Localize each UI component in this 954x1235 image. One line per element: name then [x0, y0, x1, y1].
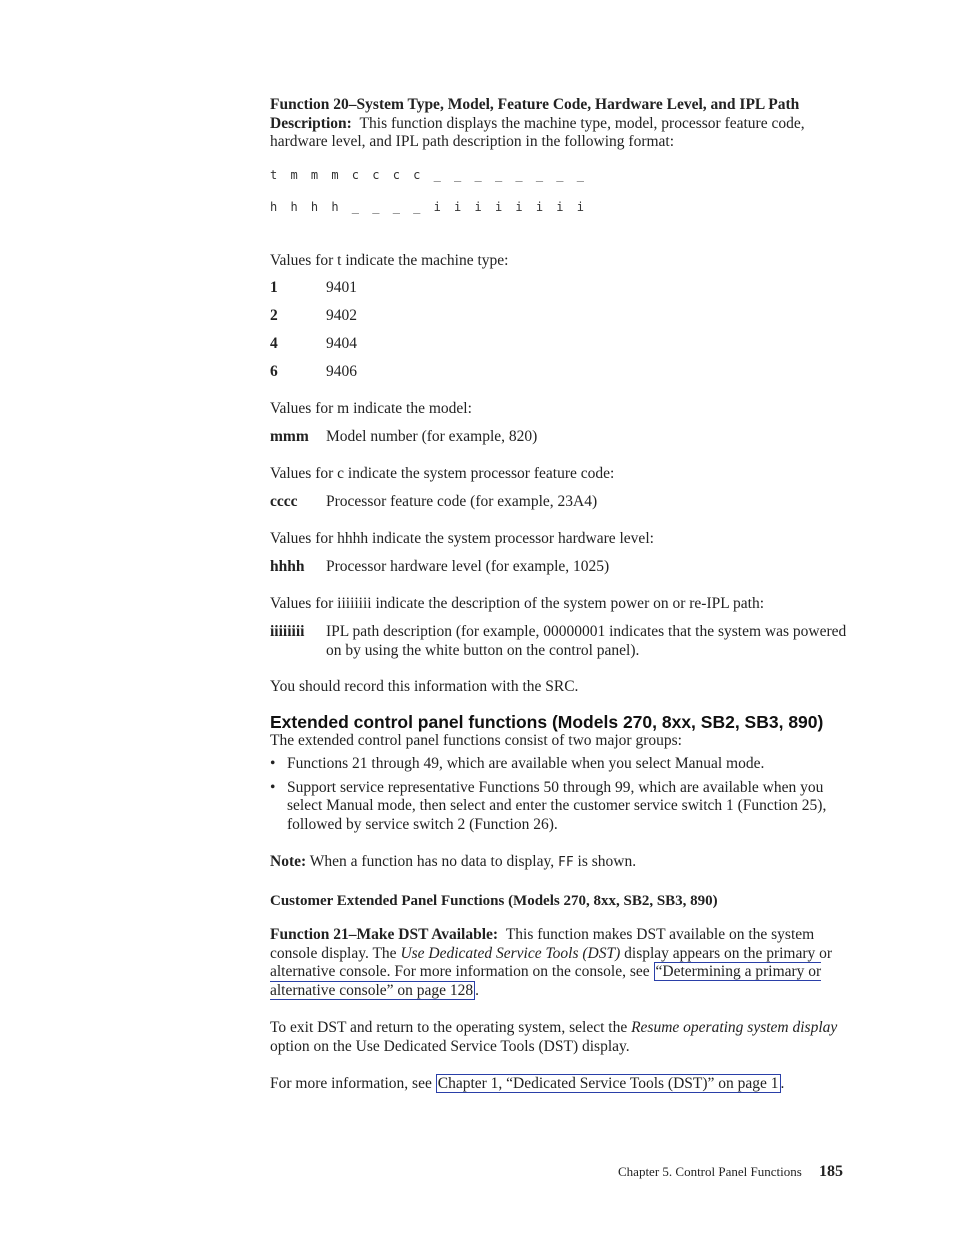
- i-value-row: [270, 623, 860, 660]
- function-21-paragraph: [270, 926, 860, 1000]
- t-value-key: 1: [270, 279, 278, 296]
- function-21-end: .: [475, 981, 480, 999]
- chapter-1-link[interactable]: Chapter 1, “Dedicated Service Tools (DST)” on page 1: [437, 1075, 779, 1092]
- function-20-heading: Function 20–System Type, Model, Feature Code, Hardware Level, and IPL Path Description:: [270, 96, 800, 132]
- function-21-display-name: Use Dedicated Service Tools (DST): [400, 944, 621, 962]
- note-paragraph: [270, 853, 860, 873]
- t-value-desc: 9404: [326, 335, 357, 352]
- more-info-text: For more information, see: [270, 1075, 432, 1092]
- page-footer: [618, 1163, 843, 1181]
- function-21-text-2: display appears on the primary or alternative console. For more information on the console, see: [270, 944, 833, 980]
- t-value-row: [270, 363, 860, 382]
- t-value-desc: 9401: [326, 279, 357, 296]
- h-values-intro: Values for hhhh indicate the system processor hardware level:: [270, 530, 654, 547]
- record-note: You should record this information with the SRC.: [270, 678, 579, 695]
- h-value-desc: Processor hardware level (for example, 1025): [326, 558, 610, 575]
- note-code: FF: [558, 855, 574, 870]
- extended-intro: The extended control panel functions consist of two major groups:: [270, 731, 682, 749]
- c-value-desc: Processor feature code (for example, 23A4): [326, 492, 598, 510]
- resume-display-name: Resume operating system display: [631, 1019, 838, 1036]
- t-value-row: [270, 307, 860, 326]
- h-value-key: hhhh: [270, 558, 305, 575]
- note-text: When a function has no data to display,: [309, 853, 555, 870]
- function-21-text: This function makes DST available on the system console display. The: [270, 926, 815, 962]
- format-line-1: t m m m c c c c _ _ _ _ _ _ _ _: [270, 167, 587, 182]
- console-link[interactable]: “Determining a primary or alternative console” on page 128: [270, 963, 822, 999]
- function-21-heading: Function 21–Make DST Available:: [270, 926, 499, 943]
- t-values-intro: Values for t indicate the machine type:: [270, 251, 509, 269]
- list-item-text: Support service representative Functions 50 through 99, which are available when you select Manual mode, then select and enter the customer service switch 1 (Function 25), followed by service switch 2 (Function 26).: [287, 778, 827, 833]
- footer-chapter: Chapter 5. Control Panel Functions: [618, 1164, 802, 1179]
- c-value-row: [270, 493, 860, 512]
- t-value-key: 4: [270, 335, 278, 352]
- t-value-key: 2: [270, 307, 278, 324]
- m-value-row: [270, 428, 860, 447]
- i-value-desc: IPL path description (for example, 00000001 indicates that the system was powered on by using the white button on the control panel).: [326, 623, 847, 659]
- c-value-key: cccc: [270, 492, 298, 510]
- h-value-row: [270, 558, 860, 577]
- t-values-list: [270, 279, 860, 382]
- format-line-2: h h h h _ _ _ _ i i i i i i i i: [270, 200, 587, 214]
- page-number: 185: [819, 1163, 844, 1180]
- list-item: [270, 755, 860, 774]
- exit-dst-text: To exit DST and return to the operating system, select the: [270, 1019, 628, 1036]
- function-20-text: This function displays the machine type, model, processor feature code, hardware level, and IPL path description in the following format:: [270, 114, 805, 150]
- bullet-mark: •: [270, 755, 276, 772]
- m-value-desc: Model number (for example, 820): [326, 427, 538, 445]
- customer-extended-heading: Customer Extended Panel Functions (Models 270, 8xx, SB2, SB3, 890): [270, 892, 718, 909]
- list-item-text: Functions 21 through 49, which are available when you select Manual mode.: [287, 755, 765, 772]
- t-value-row: [270, 279, 860, 298]
- function-20-paragraph: [270, 96, 860, 152]
- extended-functions-title: Extended control panel functions (Models 270, 8xx, SB2, SB3, 890): [270, 711, 824, 732]
- more-info-end: .: [780, 1075, 785, 1092]
- t-value-key: 6: [270, 363, 278, 380]
- exit-dst-paragraph: [270, 1019, 860, 1056]
- t-value-desc: 9406: [326, 363, 357, 380]
- more-info-paragraph: [270, 1075, 860, 1094]
- document-body: [270, 96, 860, 1094]
- bullet-mark: •: [270, 778, 276, 796]
- note-text-end: is shown.: [577, 853, 637, 870]
- list-item: [270, 779, 860, 835]
- i-values-intro: Values for iiiiiiii indicate the description of the system power on or re-IPL path:: [270, 595, 765, 612]
- i-value-key: iiiiiiii: [270, 623, 305, 640]
- t-value-desc: 9402: [326, 307, 357, 324]
- exit-dst-text-2: option on the Use Dedicated Service Tools (DST) display.: [270, 1037, 630, 1055]
- m-values-intro: Values for m indicate the model:: [270, 399, 472, 417]
- t-value-row: [270, 335, 860, 354]
- c-values-intro: Values for c indicate the system processor feature code:: [270, 464, 615, 482]
- note-label: Note:: [270, 853, 307, 870]
- m-value-key: mmm: [270, 427, 309, 445]
